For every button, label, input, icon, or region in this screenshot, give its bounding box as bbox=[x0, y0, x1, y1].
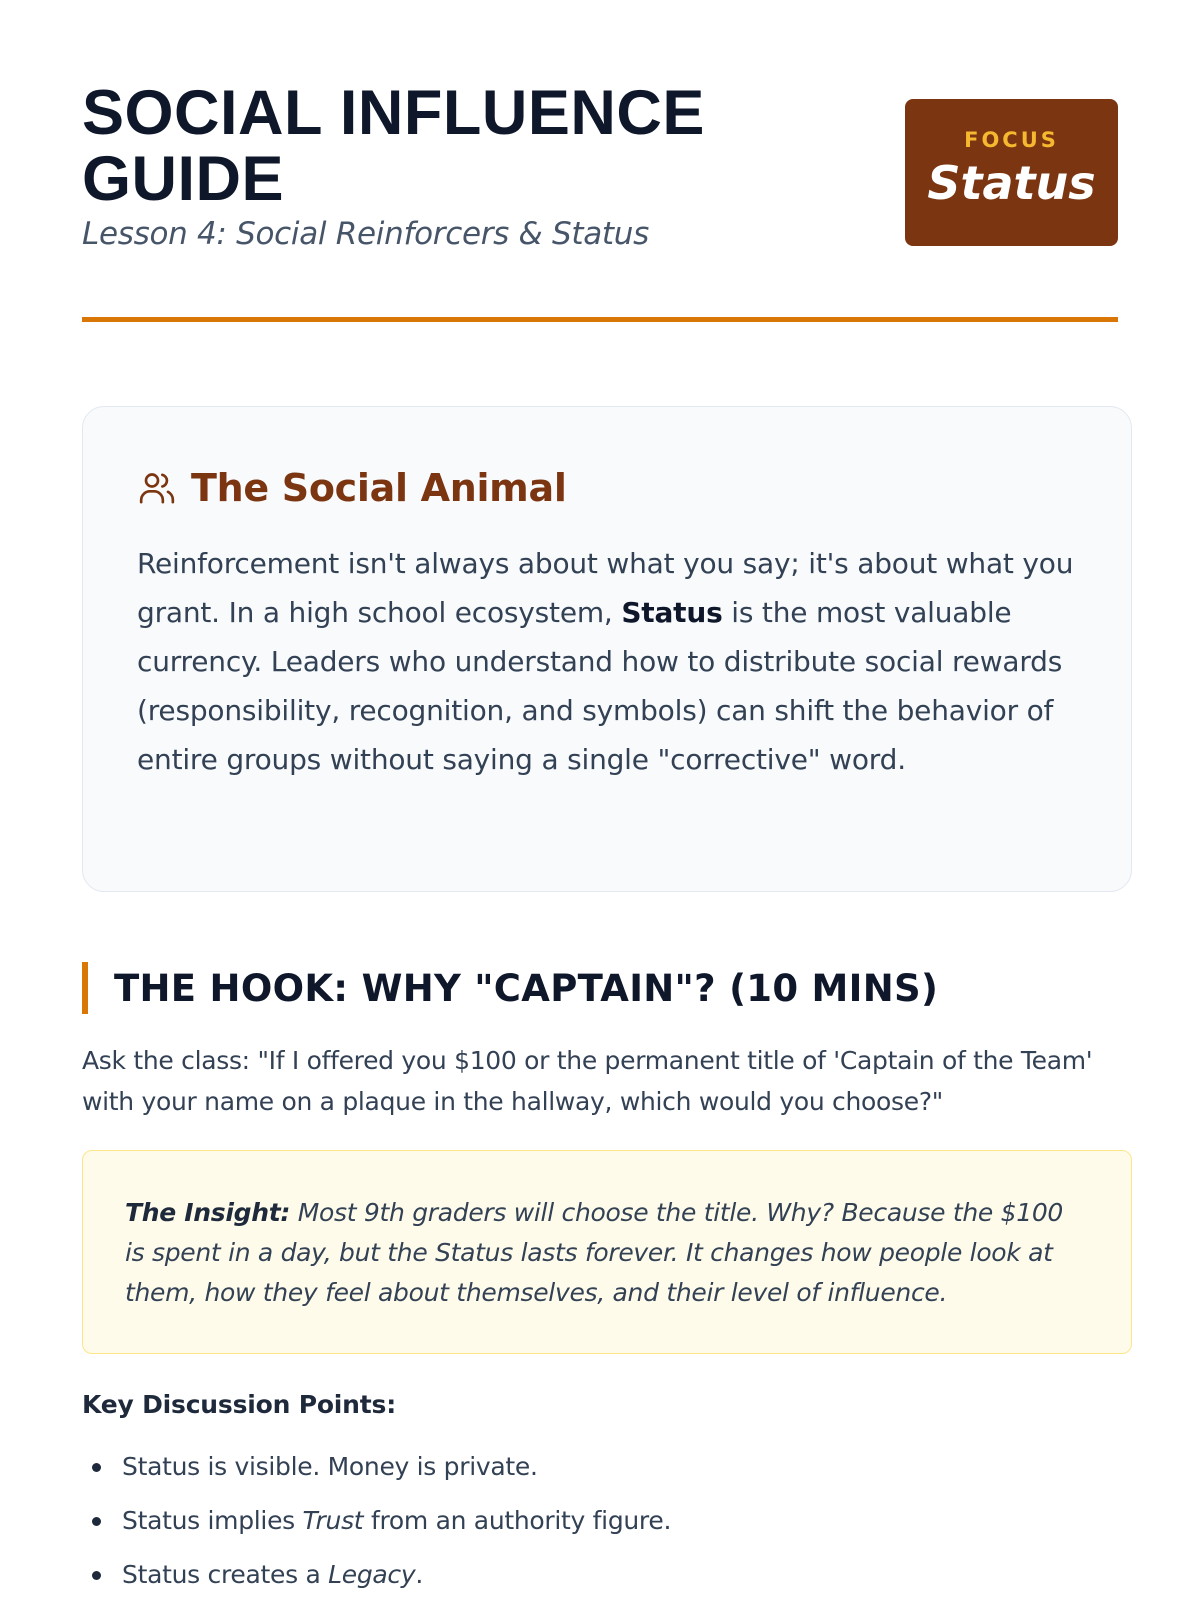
title-line-1: SOCIAL INFLUENCE bbox=[82, 78, 705, 148]
hook-section-heading bbox=[82, 962, 938, 1014]
intro-card-heading bbox=[137, 463, 1077, 513]
insight-label: The Insight: bbox=[125, 1198, 291, 1227]
focus-label: FOCUS bbox=[964, 128, 1059, 152]
page-title bbox=[82, 80, 782, 212]
insight-callout bbox=[82, 1150, 1132, 1354]
list-item bbox=[82, 1494, 671, 1548]
focus-badge bbox=[905, 99, 1118, 246]
list-item bbox=[82, 1440, 671, 1494]
page-subtitle: Lesson 4: Social Reinforcers & Status bbox=[82, 216, 649, 252]
intro-body-part-2: is the most valuable currency. Leaders who understand how to distribute social rewards (responsibility, recognition, and symbols) can shift the behavior of entire groups without saying a single "corrective" word. bbox=[137, 596, 1063, 776]
point-text-before: Status creates a bbox=[122, 1560, 329, 1589]
insight-text: Most 9th graders will choose the title. Why? Because the $100 is spent in a day, but the Status lasts forever. It changes how people look at them, how they feel about themselves, and their level of influence. bbox=[125, 1198, 1064, 1307]
bullet-icon bbox=[92, 1463, 101, 1472]
point-text: Status is visible. Money is private. bbox=[122, 1452, 538, 1481]
focus-value: Status bbox=[927, 156, 1096, 210]
intro-card-title: The Social Animal bbox=[191, 466, 567, 510]
intro-card bbox=[82, 406, 1132, 892]
bullet-icon bbox=[92, 1517, 101, 1526]
discussion-points-title: Key Discussion Points: bbox=[82, 1390, 397, 1419]
users-icon bbox=[137, 468, 177, 508]
intro-body-bold: Status bbox=[621, 596, 723, 629]
intro-body-part-1: Reinforcement isn't always about what you say; it's about what you grant. In a high school ecosystem, bbox=[137, 547, 1074, 629]
intro-card-body bbox=[137, 539, 1077, 784]
point-emphasis: Trust bbox=[302, 1506, 364, 1535]
hook-prompt: Ask the class: "If I offered you $100 or the permanent title of 'Captain of the Team' with your name on a plaque in the hallway, which would you choose?" bbox=[82, 1046, 1093, 1116]
bullet-icon bbox=[92, 1571, 101, 1580]
point-text-after: . bbox=[415, 1560, 424, 1589]
title-line-2: GUIDE bbox=[82, 144, 285, 214]
hook-section-title: THE HOOK: WHY "CAPTAIN"? (10 MINS) bbox=[114, 966, 939, 1010]
list-item bbox=[82, 1548, 671, 1602]
page-header bbox=[82, 0, 1118, 322]
point-emphasis: Legacy bbox=[328, 1560, 416, 1589]
point-text-before: Status implies bbox=[122, 1506, 303, 1535]
header-divider bbox=[82, 317, 1118, 322]
point-text-after: from an authority figure. bbox=[363, 1506, 672, 1535]
discussion-points-list bbox=[82, 1440, 671, 1602]
